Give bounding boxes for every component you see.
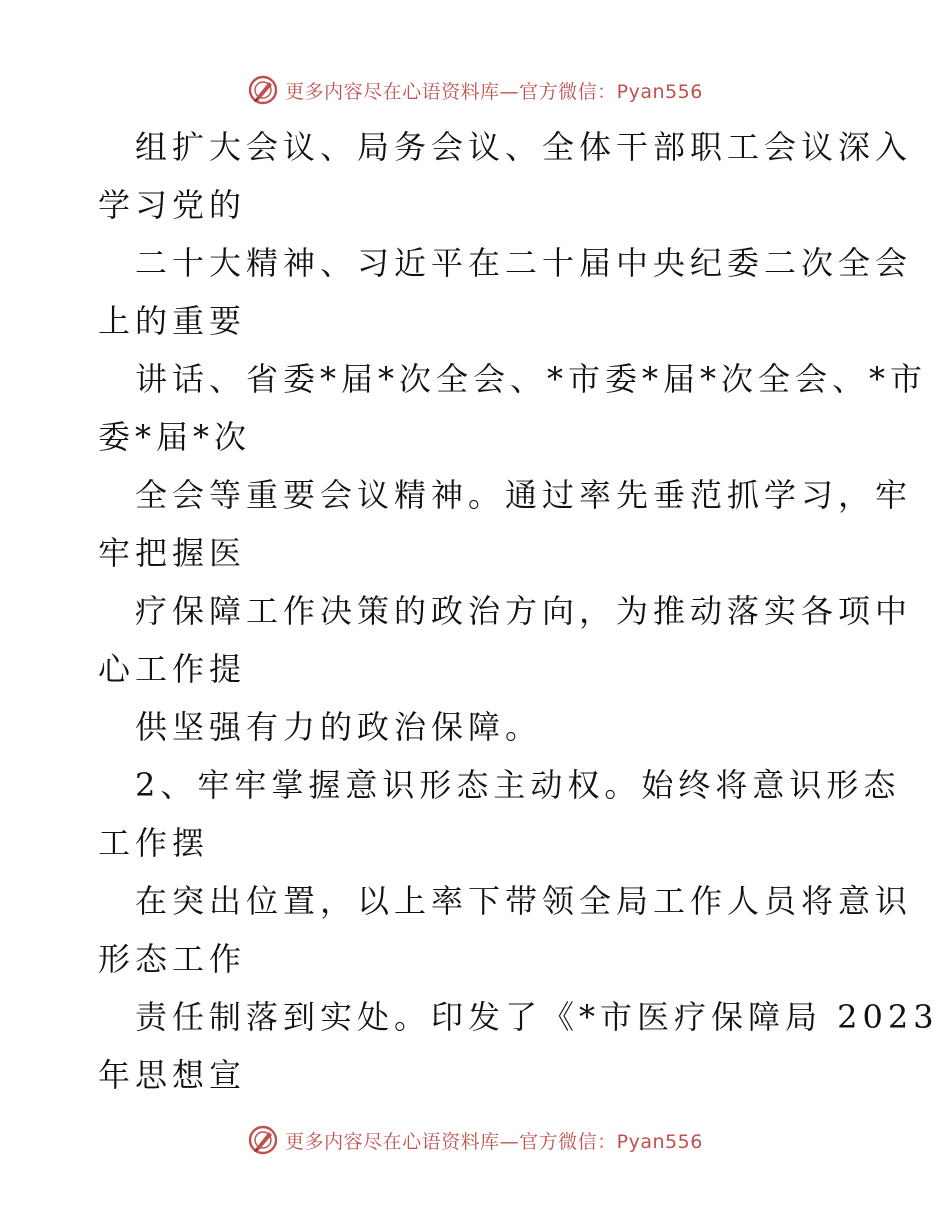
text-line: 年思想宣 bbox=[98, 1056, 247, 1094]
pen-seal-icon bbox=[247, 74, 279, 106]
text-line: 在突出位置，以上率下带领全局工作人员将意识 bbox=[135, 882, 913, 920]
text-line: 责任制落到实处。印发了《*市医疗保障局 2023 bbox=[135, 998, 939, 1036]
text-line: 二十大精神、习近平在二十届中央纪委二次全会 bbox=[135, 244, 913, 282]
text-line: 2、牢牢掌握意识形态主动权。始终将意识形态 bbox=[135, 766, 901, 804]
text-line: 疗保障工作决策的政治方向，为推动落实各项中 bbox=[135, 592, 913, 630]
text-line: 上的重要 bbox=[98, 302, 247, 340]
text-line: 讲话、省委*届*次全会、*市委*届*次全会、*市 bbox=[135, 360, 928, 398]
watermark-text: 更多内容尽在心语资料库—官方微信：Pyan556 bbox=[285, 1130, 703, 1153]
text-line: 工作摆 bbox=[98, 824, 210, 862]
text-line: 心工作提 bbox=[98, 650, 247, 688]
text-line: 学习党的 bbox=[98, 186, 247, 224]
document-body bbox=[98, 118, 939, 1104]
text-line: 形态工作 bbox=[98, 940, 247, 978]
footer-watermark bbox=[0, 1120, 950, 1160]
text-line: 全会等重要会议精神。通过率先垂范抓学习，牢 bbox=[135, 476, 913, 514]
text-line: 组扩大会议、局务会议、全体干部职工会议深入 bbox=[135, 128, 913, 166]
header-watermark bbox=[0, 70, 950, 110]
text-line: 委*届*次 bbox=[98, 418, 252, 456]
text-line: 牢把握医 bbox=[98, 534, 247, 572]
pen-seal-icon bbox=[247, 1124, 279, 1156]
text-line: 供坚强有力的政治保障。 bbox=[135, 708, 543, 746]
watermark-text: 更多内容尽在心语资料库—官方微信：Pyan556 bbox=[285, 80, 703, 103]
